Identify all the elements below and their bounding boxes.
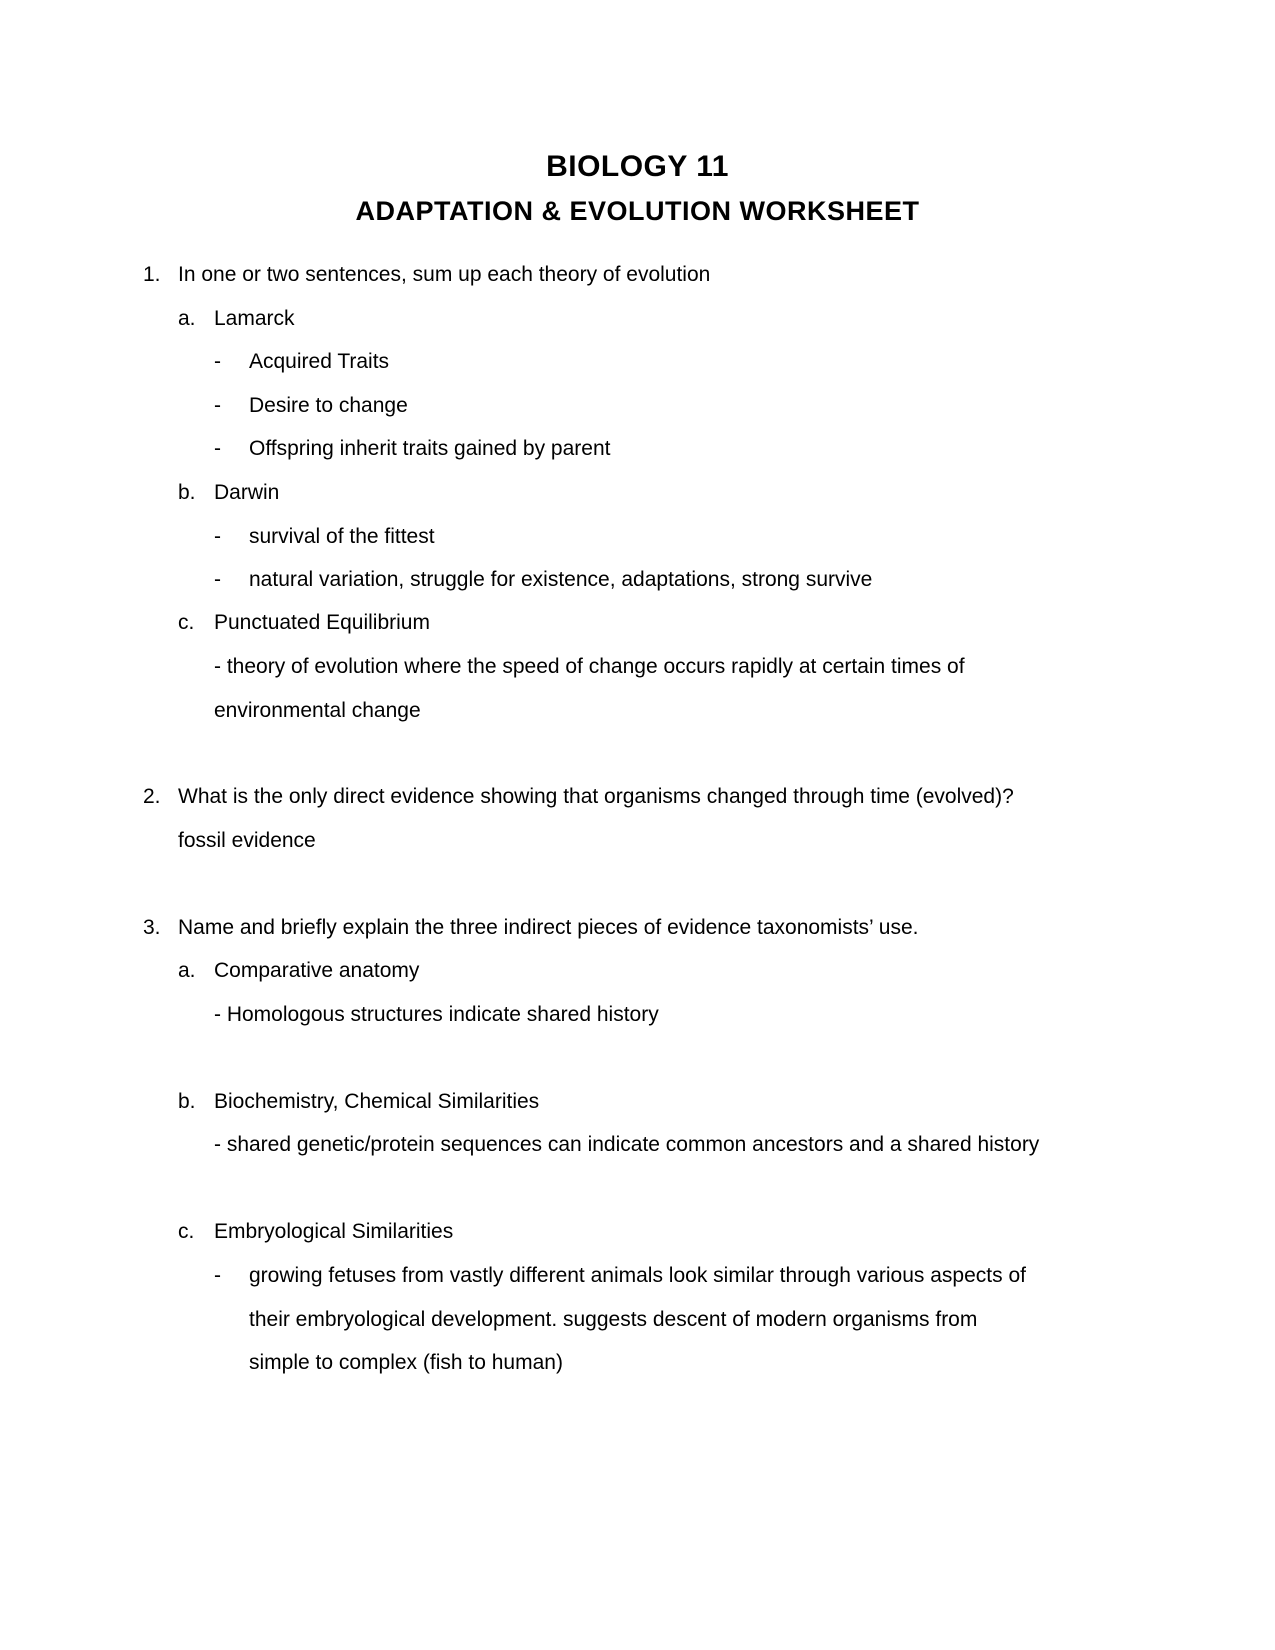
bullet-marker: - <box>214 394 221 417</box>
question-1-number: 1. <box>143 263 161 286</box>
question-2-number: 2. <box>143 785 161 808</box>
bullet-marker: - <box>214 350 221 373</box>
q3-part-c-letter: c. <box>178 1220 195 1243</box>
question-2-prompt: What is the only direct evidence showing that organisms changed through time (evolved)? <box>178 785 1014 808</box>
q1-a-bullet-1: Acquired Traits <box>249 350 390 373</box>
bullet-marker: - <box>214 525 221 548</box>
q1-c-line-2: environmental change <box>214 699 421 722</box>
q1-part-c-label: Punctuated Equilibrium <box>214 611 430 634</box>
page-subtitle: ADAPTATION & EVOLUTION WORKSHEET <box>355 196 920 226</box>
q3-part-b-label: Biochemistry, Chemical Similarities <box>214 1090 540 1113</box>
q3-c-bullet-1: growing fetuses from vastly different animals look similar through various aspects of <box>249 1264 1026 1287</box>
question-1-prompt: In one or two sentences, sum up each theory of evolution <box>178 263 711 286</box>
q1-part-b-label: Darwin <box>214 481 280 504</box>
bullet-marker: - <box>214 568 221 591</box>
q1-b-bullet-2: natural variation, struggle for existence, adaptations, strong survive <box>249 568 873 591</box>
q3-part-b-letter: b. <box>178 1090 196 1113</box>
q1-part-b-letter: b. <box>178 481 196 504</box>
q3-a-line-1: - Homologous structures indicate shared history <box>214 1003 659 1026</box>
bullet-marker: - <box>214 437 221 460</box>
question-3-number: 3. <box>143 916 161 939</box>
q3-b-line-1: - shared genetic/protein sequences can indicate common ancestors and a shared history <box>214 1133 1040 1156</box>
q1-c-line-1: - theory of evolution where the speed of change occurs rapidly at certain times of <box>214 655 965 678</box>
q3-part-c-label: Embryological Similarities <box>214 1220 454 1243</box>
page-title: BIOLOGY 11 <box>546 150 729 183</box>
q3-part-a-label: Comparative anatomy <box>214 959 420 982</box>
bullet-marker: - <box>214 1264 221 1287</box>
q1-b-bullet-1: survival of the fittest <box>249 525 435 548</box>
q1-part-a-letter: a. <box>178 307 196 330</box>
q1-a-bullet-3: Offspring inherit traits gained by parent <box>249 437 611 460</box>
question-2-answer: fossil evidence <box>178 829 316 852</box>
question-3-prompt: Name and briefly explain the three indirect pieces of evidence taxonomists’ use. <box>178 916 919 939</box>
q3-part-a-letter: a. <box>178 959 196 982</box>
q1-part-a-label: Lamarck <box>214 307 295 330</box>
q3-c-continuation-2: simple to complex (fish to human) <box>249 1351 563 1374</box>
q1-part-c-letter: c. <box>178 611 195 634</box>
q1-a-bullet-2: Desire to change <box>249 394 408 417</box>
q3-c-continuation-1: their embryological development. suggests descent of modern organisms from <box>249 1308 978 1331</box>
